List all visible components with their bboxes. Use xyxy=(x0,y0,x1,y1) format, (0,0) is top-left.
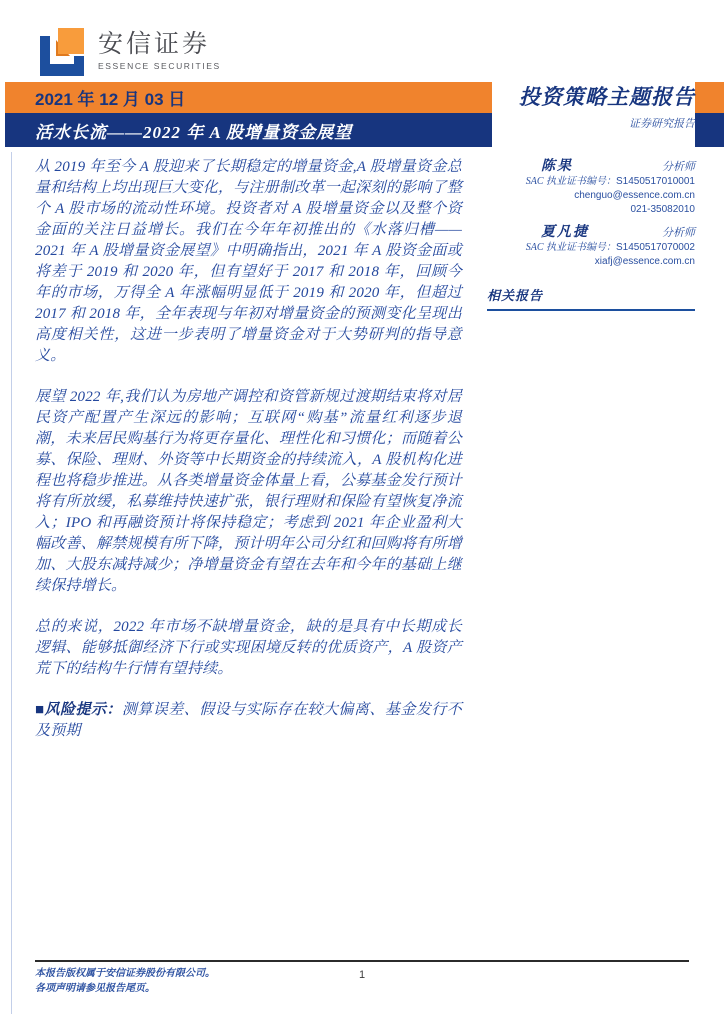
abstract-paragraph: 总的来说，2022 年市场不缺增量资金，缺的是具有中长期成长逻辑、能够抵御经济下行或实现困境反转的优质资产，A 股资产荒下的结构牛行情有望持续。 xyxy=(35,619,462,677)
risk-label: ■风险提示： xyxy=(35,702,122,718)
report-date: 2021 年 12 月 03 日 xyxy=(35,90,186,109)
analyst-list xyxy=(487,155,695,269)
logo-name-en: ESSENCE SECURITIES xyxy=(98,61,221,72)
analyst-email: chenguo@essence.com.cn xyxy=(574,190,695,201)
navy-corner-block xyxy=(695,113,724,147)
report-type-heading: 投资策略主题报告 xyxy=(519,85,695,109)
analyst-card xyxy=(487,155,695,217)
logo-text xyxy=(98,31,221,72)
essence-securities-logo xyxy=(38,26,221,76)
risk-text: 测算误差、假设与实际存在较大偏离、基金发行不及预期 xyxy=(35,702,462,739)
analyst-sac: SAC 执业证书编号：S1450517070002 xyxy=(525,242,695,253)
footer-copyright-line: 本报告版权属于安信证券股份有限公司。 xyxy=(35,968,215,979)
analyst-sac: SAC 执业证书编号：S1450517010001 xyxy=(525,176,695,187)
analyst-name: 陈果 xyxy=(541,159,573,174)
abstract-paragraph: 展望 2022 年,我们认为房地产调控和资管新规过渡期结束将对居民资产配置产生深远的影响；互联网“购基”流量红利逐步退潮，未来居民购基行为将更存量化、理性化和习惯化；而随着公募、保险、理财、外资等中长期资金的持续流入，A 股机构化进程也将稳步推进。从各类增量资金体量上看，公募基金发行预计将有所放缓，私募维持快速扩张，银行理财和保险有望恢复净流入；IPO 和再融资预计将保持稳定；考虑到 2021 年企业盈利大幅改善、解禁规模有所下降，预计明年公司分红和回购将有所增加、大股东减持减少；净增量资金有望在去年和今年的基础上继续保持增长。 xyxy=(35,389,462,594)
analyst-phone: 021-35082010 xyxy=(630,204,695,215)
analyst-role: 分析师 xyxy=(662,227,695,239)
report-category-label: 证券研究报告 xyxy=(629,118,695,130)
title-bar xyxy=(5,113,492,147)
essence-logo-icon xyxy=(38,26,88,76)
page-number: 1 xyxy=(358,969,366,981)
report-title: 活水长流——2022 年 A 股增量资金展望 xyxy=(35,122,353,142)
analyst-role: 分析师 xyxy=(662,161,695,173)
abstract-paragraph: 从 2019 年至今 A 股迎来了长期稳定的增量资金,A 股增量资金总量和结构上均出现巨大变化，与注册制改革一起深刻的影响了整个 A 股市场的流动性环境。投资者对 A 股增量资金以及整个资金面的关注日益增长。我们在今年年初推出的《水落归槽——2021 年 A 股增量资金展望》中明确指出，2021 年 A 股资金面或将差于 2019 和 2020 年，但有望好于 2017 和 2018 年，回顾今年的市场，万得全 A 年涨幅明显低于 2019 和 2020 年，但超过 2017 和 2018 年，全年表现与年初对增量资金的预测变化呈现出高度相关性，这进一步表明了增量资金对于大势研判的指导意义。 xyxy=(35,159,462,364)
analyst-name: 夏凡捷 xyxy=(541,225,589,240)
date-bar xyxy=(5,82,492,113)
footer-statement-line: 各项声明请参见报告尾页。 xyxy=(35,983,155,994)
orange-corner-block xyxy=(695,82,724,113)
logo-name-cn: 安信证券 xyxy=(98,29,211,58)
risk-notice xyxy=(35,700,462,742)
abstract-body xyxy=(35,157,462,762)
analyst-email: xiafj@essence.com.cn xyxy=(594,256,695,267)
analyst-card xyxy=(487,221,695,269)
related-reports-heading: 相关报告 xyxy=(487,285,695,311)
sidebar-info-column xyxy=(487,82,695,311)
footer-divider xyxy=(35,960,689,962)
left-edge-rule xyxy=(11,152,12,1014)
